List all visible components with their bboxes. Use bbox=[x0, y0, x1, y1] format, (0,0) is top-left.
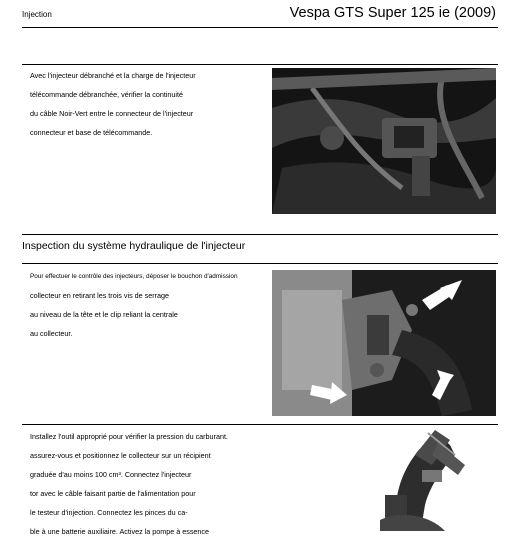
header-rule bbox=[22, 27, 498, 28]
header-section-label: Injection bbox=[22, 10, 52, 19]
photo-pressure-tool bbox=[360, 425, 470, 531]
photo-injector-connector bbox=[272, 68, 496, 214]
text-line: le testeur d'injection. Connectez les pinces du ca- bbox=[30, 508, 188, 517]
section-2-subrule bbox=[22, 263, 498, 264]
text-line: télécommande débranchée, vérifier la continuité bbox=[30, 90, 184, 99]
text-line: du câble Noir-Vert entre le connecteur de l'injecteur bbox=[30, 109, 194, 118]
section-2-text bbox=[30, 267, 270, 343]
section-2-rule bbox=[22, 234, 498, 235]
text-line: au collecteur. bbox=[30, 329, 73, 338]
text-line: au niveau de la tête et le clip reliant la centrale bbox=[30, 310, 178, 319]
text-line: collecteur en retirant les trois vis de serrage bbox=[30, 291, 170, 300]
text-line: connecteur et base de télécommande. bbox=[30, 128, 153, 137]
section-1-rule bbox=[22, 64, 498, 65]
text-line: ble à une batterie auxiliaire. Activez la pompe à essence bbox=[30, 527, 209, 536]
text-line: graduée d'au moins 100 cm³. Connectez l'injecteur bbox=[30, 470, 192, 479]
document-title: Vespa GTS Super 125 ie (2009) bbox=[289, 5, 496, 21]
text-line: tor avec le câble faisant partie de l'alimentation pour bbox=[30, 489, 196, 498]
section-1-text bbox=[30, 66, 265, 142]
photo-intake-manifold bbox=[272, 270, 496, 416]
text-line: Pour effectuer le contrôle des injecteurs, déposer le bouchon d'admission bbox=[30, 273, 238, 280]
text-line: Avec l'injecteur débranché et la charge de l'injecteur bbox=[30, 71, 196, 80]
section-2-heading: Inspection du système hydraulique de l'injecteur bbox=[22, 240, 246, 252]
section-3-text bbox=[30, 427, 280, 541]
text-line: Installez l'outil approprié pour vérifier la pression du carburant. bbox=[30, 432, 228, 441]
text-line: assurez-vous et positionnez le collecteur sur un récipient bbox=[30, 451, 211, 460]
